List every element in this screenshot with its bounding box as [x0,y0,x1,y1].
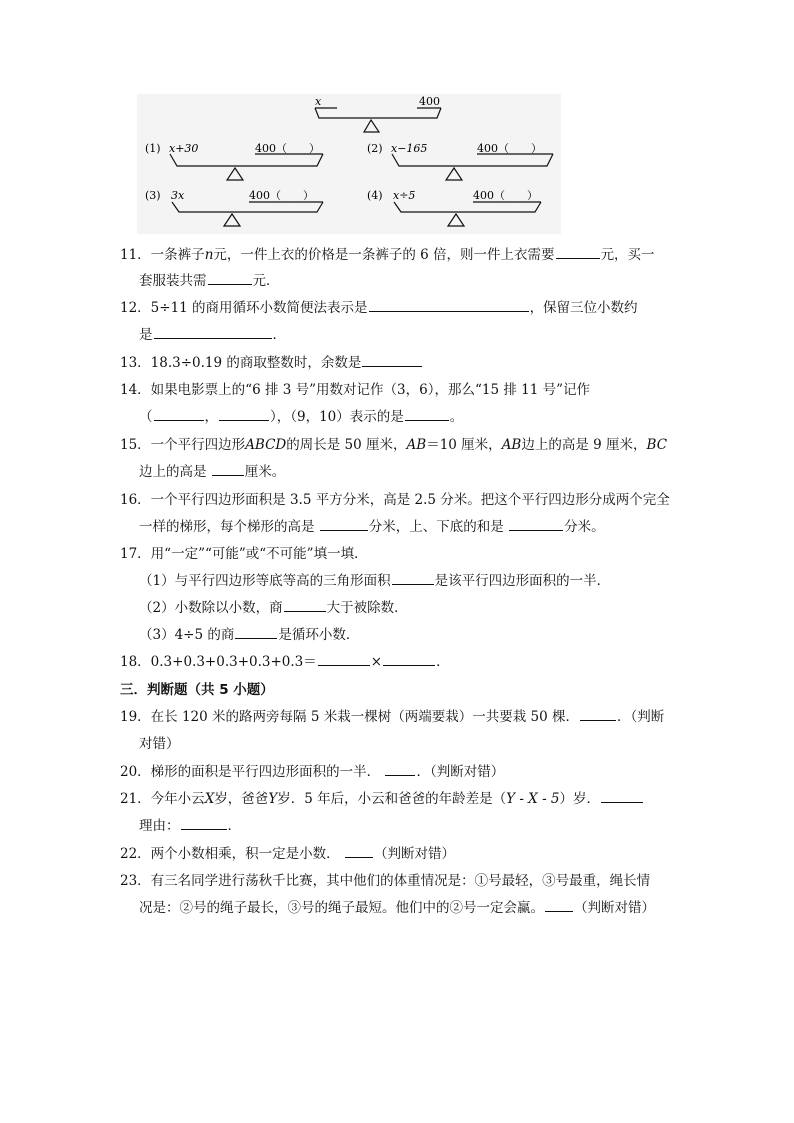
fig-item2-num: (2) [367,142,383,155]
fig-item4-num: (4) [367,189,383,202]
fig-top-left-label: x [315,95,322,108]
q12-blank-1[interactable] [369,299,529,312]
q12-blank-2[interactable] [154,326,272,339]
q17-blank-2[interactable] [284,599,326,612]
question-21-line1: 21．今年小云X岁，爸爸Y岁．5 年后，小云和爸爸的年龄差是（Y - X - 5）岁． [120,790,644,808]
question-20: 20．梯形的面积是平行四边形面积的一半． ．（判断对错） [120,764,505,780]
question-18: 18．0.3+0.3+0.3+0.3+0.3＝ × ． [120,654,450,670]
q17-blank-3[interactable] [235,626,277,639]
fig-item3-num: (3) [145,189,161,202]
q18-blank-1[interactable] [318,653,370,666]
question-16-line1: 16．一个平行四边形面积是 3.5 平方分米，高是 2.5 分米。把这个平行四边形分成两个完全 [120,492,670,508]
q11-blank-1[interactable] [556,246,600,259]
fig-top-right-label: 400 [419,95,440,108]
question-12-line1: 12．5÷11 的商用循环小数简便法表示是 ，保留三位小数约 [120,300,638,316]
question-15-line1: 15．一个平行四边形ABCD的周长是 50 厘米，AB＝10 厘米，AB边上的高是 9 厘米，BC [120,437,668,453]
balance-scale-figure [137,94,561,234]
q22-blank[interactable] [345,845,373,858]
q21-blank-1[interactable] [601,790,643,803]
q14-blank-2[interactable] [219,408,269,421]
q11-blank-2[interactable] [208,272,252,285]
q15-blank[interactable] [212,463,244,476]
q13-blank[interactable] [362,354,422,367]
section-3-heading: 三．判断题（共 5 小题） [120,682,274,698]
question-22: 22．两个小数相乘，积一定是小数． （判断对错） [120,846,455,862]
q17-blank-1[interactable] [392,572,434,585]
question-14-line2: （ ， ），（9，10）表示的是 。 [139,409,464,425]
balance-scales-drawing [137,94,561,234]
fig-item1-num: (1) [145,142,161,155]
q16-blank-1[interactable] [320,518,368,531]
question-16-line2: 一样的梯形，每个梯形的高是 分米，上、下底的和是 分米。 [139,519,605,535]
question-23-line2: 况是：②号的绳子最长，③号的绳子最短。他们中的②号一定会赢。 （判断对错） [139,900,655,916]
q19-blank[interactable] [580,708,616,721]
fig-item4-left: x÷5 [393,189,416,202]
question-11-line1: 11．一条裤子n元，一件上衣的价格是一条裤子的 6 倍，则一件上衣需要 元，买一 [120,247,655,263]
question-17-sub2: （2）小数除以小数，商 大于被除数． [139,600,408,616]
question-11-line2: 套服装共需 元． [139,273,280,289]
question-19-line2: 对错） [139,736,180,752]
q14-blank-1[interactable] [154,408,204,421]
q18-blank-2[interactable] [383,653,435,666]
fig-item2-right: 400（ ） [477,142,542,155]
question-13: 13．18.3÷0.19 的商取整数时，余数是 [120,354,423,372]
question-12-line2: 是 ． [139,327,286,343]
fig-item3-left: 3x [171,189,185,202]
question-19-line1: 19．在长 120 米的路两旁每隔 5 米栽一棵树（两端要栽）一共要栽 50 棵． ．（判断 [120,709,665,725]
q23-blank[interactable] [545,899,573,912]
fig-item1-left: x+30 [169,142,199,155]
fig-item3-right: 400（ ） [249,189,314,202]
fig-item1-right: 400（ ） [255,142,320,155]
fig-item4-right: 400（ ） [473,189,538,202]
question-15-line2: 边上的高是 厘米。 [139,464,286,480]
question-17-title: 17．用“一定”“可能”或“不可能”填一填． [120,546,368,562]
question-21-line2: 理由： ． [139,818,241,834]
q21-blank-2[interactable] [181,817,227,830]
question-14-line1: 14．如果电影票上的“6 排 3 号”用数对记作（3，6），那么“15 排 11 号”记作 [120,382,590,398]
question-17-sub3: （3）4÷5 的商 是循环小数． [139,627,360,643]
question-23-line1: 23．有三名同学进行荡秋千比赛，其中他们的体重情况是：①号最轻，③号最重，绳长情 [120,873,651,889]
q20-blank[interactable] [385,763,415,776]
q16-blank-2[interactable] [509,518,563,531]
q14-blank-3[interactable] [405,408,449,421]
fig-item2-left: x−165 [391,142,428,155]
question-17-sub1: （1）与平行四边形等底等高的三角形面积 是该平行四边形面积的一半． [139,573,611,589]
